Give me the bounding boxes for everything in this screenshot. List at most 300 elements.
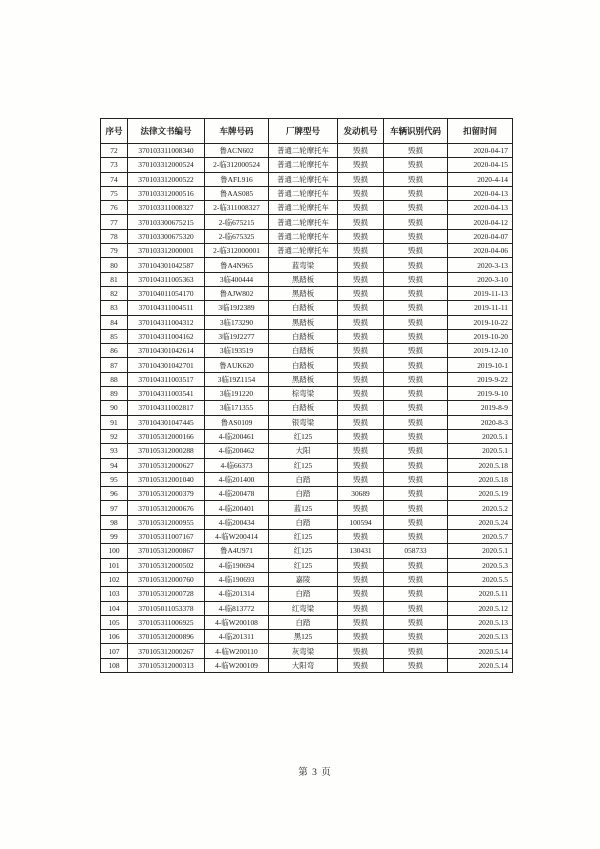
- cell-brand-model: 黑踏板: [269, 272, 338, 286]
- cell-doc-number: 370104311003517: [128, 372, 205, 386]
- cell-plate-number: 3临19Z1154: [205, 372, 269, 386]
- cell-plate-number: 3临173290: [205, 315, 269, 329]
- cell-doc-number: 370104311005363: [128, 272, 205, 286]
- cell-doc-number: 370103300675215: [128, 215, 205, 229]
- cell-detention-time: 2020-04-13: [448, 186, 513, 200]
- cell-detention-time: 2020.5.18: [448, 472, 513, 486]
- cell-engine-number: 毁损: [338, 601, 384, 615]
- cell-plate-number: 2-临311008327: [205, 201, 269, 215]
- cell-seq: 74: [101, 172, 128, 186]
- cell-detention-time: 2020-04-17: [448, 144, 513, 158]
- cell-plate-number: 4-临W200414: [205, 530, 269, 544]
- cell-detention-time: 2020-04-12: [448, 215, 513, 229]
- table-row: [101, 301, 513, 315]
- cell-vin: 毁损: [384, 429, 448, 443]
- cell-brand-model: 白踏: [269, 487, 338, 501]
- cell-vin: 毁损: [384, 272, 448, 286]
- table-row: [101, 401, 513, 415]
- cell-brand-model: 普通二轮摩托车: [269, 158, 338, 172]
- cell-brand-model: 普通二轮摩托车: [269, 186, 338, 200]
- cell-vin: 毁损: [384, 186, 448, 200]
- table-row: [101, 286, 513, 300]
- cell-plate-number: 3临171355: [205, 401, 269, 415]
- table-row: [101, 458, 513, 472]
- cell-doc-number: 370105312000627: [128, 458, 205, 472]
- cell-plate-number: 4-临200462: [205, 444, 269, 458]
- cell-plate-number: 鲁AJW802: [205, 286, 269, 300]
- table-row: [101, 630, 513, 644]
- cell-doc-number: 370105312000267: [128, 644, 205, 658]
- cell-engine-number: 100594: [338, 515, 384, 529]
- cell-brand-model: 白踏板: [269, 358, 338, 372]
- cell-vin: 毁损: [384, 530, 448, 544]
- cell-seq: 89: [101, 387, 128, 401]
- cell-seq: 86: [101, 344, 128, 358]
- cell-detention-time: 2020.5.14: [448, 658, 513, 672]
- cell-doc-number: 370105311006925: [128, 615, 205, 629]
- cell-detention-time: 2020.5.24: [448, 515, 513, 529]
- cell-plate-number: 4-临W200109: [205, 658, 269, 672]
- cell-brand-model: 黑125: [269, 630, 338, 644]
- cell-plate-number: 2-临675215: [205, 215, 269, 229]
- cell-plate-number: 4-临200478: [205, 487, 269, 501]
- cell-engine-number: 毁损: [338, 472, 384, 486]
- cell-vin: 毁损: [384, 472, 448, 486]
- cell-brand-model: 棕弯梁: [269, 387, 338, 401]
- cell-seq: 93: [101, 444, 128, 458]
- cell-detention-time: 2020.5.19: [448, 487, 513, 501]
- cell-doc-number: 370104311003541: [128, 387, 205, 401]
- cell-vin: 毁损: [384, 172, 448, 186]
- cell-doc-number: 370105312000313: [128, 658, 205, 672]
- cell-detention-time: 2020.5.11: [448, 587, 513, 601]
- cell-plate-number: 3临193519: [205, 344, 269, 358]
- table-row: [101, 358, 513, 372]
- cell-seq: 87: [101, 358, 128, 372]
- cell-detention-time: 2019-11-11: [448, 301, 513, 315]
- cell-seq: 106: [101, 630, 128, 644]
- cell-engine-number: 毁损: [338, 415, 384, 429]
- cell-engine-number: 130431: [338, 544, 384, 558]
- cell-brand-model: 大阳: [269, 444, 338, 458]
- cell-engine-number: 毁损: [338, 258, 384, 272]
- cell-vin: 毁损: [384, 358, 448, 372]
- cell-detention-time: 2020.5.13: [448, 630, 513, 644]
- cell-seq: 101: [101, 558, 128, 572]
- cell-vin: 毁损: [384, 615, 448, 629]
- cell-seq: 82: [101, 286, 128, 300]
- table-row: [101, 501, 513, 515]
- cell-detention-time: 2020.5.1: [448, 544, 513, 558]
- cell-vin: 毁损: [384, 601, 448, 615]
- cell-vin: 毁损: [384, 458, 448, 472]
- cell-engine-number: 毁损: [338, 329, 384, 343]
- cell-doc-number: 370105312000867: [128, 544, 205, 558]
- cell-doc-number: 370105312001040: [128, 472, 205, 486]
- cell-doc-number: 370105312000502: [128, 558, 205, 572]
- cell-plate-number: 4-临200461: [205, 429, 269, 443]
- cell-brand-model: 黑踏板: [269, 372, 338, 386]
- table-row: [101, 429, 513, 443]
- cell-brand-model: 红125: [269, 558, 338, 572]
- cell-doc-number: 370104311004511: [128, 301, 205, 315]
- cell-plate-number: 2-临312000524: [205, 158, 269, 172]
- cell-plate-number: 3临191220: [205, 387, 269, 401]
- cell-doc-number: 370104301042701: [128, 358, 205, 372]
- cell-detention-time: 2019-10-1: [448, 358, 513, 372]
- cell-brand-model: 灰弯梁: [269, 644, 338, 658]
- header-brand-model: 厂牌型号: [269, 119, 338, 144]
- cell-brand-model: 红125: [269, 530, 338, 544]
- table-row: [101, 172, 513, 186]
- cell-seq: 103: [101, 587, 128, 601]
- cell-plate-number: 鲁AAS085: [205, 186, 269, 200]
- cell-vin: 毁损: [384, 258, 448, 272]
- cell-detention-time: 2020-04-15: [448, 158, 513, 172]
- cell-vin: 毁损: [384, 144, 448, 158]
- cell-detention-time: 2019-12-10: [448, 344, 513, 358]
- cell-engine-number: 毁损: [338, 344, 384, 358]
- cell-seq: 84: [101, 315, 128, 329]
- cell-brand-model: 黑踏板: [269, 286, 338, 300]
- cell-vin: 毁损: [384, 372, 448, 386]
- cell-engine-number: 毁损: [338, 658, 384, 672]
- cell-detention-time: 2019-8-9: [448, 401, 513, 415]
- cell-seq: 79: [101, 244, 128, 258]
- cell-seq: 92: [101, 429, 128, 443]
- cell-seq: 96: [101, 487, 128, 501]
- cell-vin: 毁损: [384, 387, 448, 401]
- cell-seq: 97: [101, 501, 128, 515]
- table-row: [101, 215, 513, 229]
- table-row: [101, 387, 513, 401]
- table-row: [101, 344, 513, 358]
- cell-vin: 毁损: [384, 558, 448, 572]
- cell-seq: 94: [101, 458, 128, 472]
- cell-vin: 毁损: [384, 301, 448, 315]
- cell-engine-number: 毁损: [338, 172, 384, 186]
- cell-detention-time: 2020.5.13: [448, 615, 513, 629]
- table-row: [101, 444, 513, 458]
- table-row: [101, 415, 513, 429]
- cell-detention-time: 2020.5.7: [448, 530, 513, 544]
- cell-brand-model: 银弯梁: [269, 415, 338, 429]
- cell-brand-model: 大阳弯: [269, 658, 338, 672]
- cell-engine-number: 毁损: [338, 429, 384, 443]
- cell-doc-number: 370103300675320: [128, 229, 205, 243]
- cell-vin: 毁损: [384, 644, 448, 658]
- cell-plate-number: 4-临200401: [205, 501, 269, 515]
- cell-seq: 85: [101, 329, 128, 343]
- cell-detention-time: 2020-3-13: [448, 258, 513, 272]
- cell-engine-number: 毁损: [338, 501, 384, 515]
- cell-detention-time: 2020.5.18: [448, 458, 513, 472]
- table-row: [101, 615, 513, 629]
- cell-doc-number: 370104301042587: [128, 258, 205, 272]
- cell-doc-number: 370104301047445: [128, 415, 205, 429]
- cell-plate-number: 4-临190693: [205, 572, 269, 586]
- header-doc-number: 法律文书编号: [128, 119, 205, 144]
- cell-brand-model: 黑踏板: [269, 315, 338, 329]
- table-row: [101, 272, 513, 286]
- cell-doc-number: 370104011054170: [128, 286, 205, 300]
- cell-seq: 81: [101, 272, 128, 286]
- cell-engine-number: 毁损: [338, 272, 384, 286]
- cell-plate-number: 2-临312000001: [205, 244, 269, 258]
- cell-vin: 毁损: [384, 244, 448, 258]
- table-row: [101, 315, 513, 329]
- table-row: [101, 201, 513, 215]
- cell-brand-model: 白踏: [269, 515, 338, 529]
- table-row: [101, 530, 513, 544]
- cell-seq: 73: [101, 158, 128, 172]
- cell-seq: 100: [101, 544, 128, 558]
- table-row: [101, 158, 513, 172]
- cell-brand-model: 白踏: [269, 472, 338, 486]
- cell-vin: 毁损: [384, 587, 448, 601]
- table-row: [101, 658, 513, 672]
- cell-brand-model: 普通二轮摩托车: [269, 215, 338, 229]
- cell-engine-number: 毁损: [338, 387, 384, 401]
- cell-engine-number: 毁损: [338, 144, 384, 158]
- cell-seq: 72: [101, 144, 128, 158]
- cell-vin: 毁损: [384, 286, 448, 300]
- table-row: [101, 558, 513, 572]
- table-row: [101, 572, 513, 586]
- cell-plate-number: 4-临W200108: [205, 615, 269, 629]
- cell-vin: 毁损: [384, 201, 448, 215]
- cell-seq: 107: [101, 644, 128, 658]
- cell-doc-number: 370104311004162: [128, 329, 205, 343]
- cell-detention-time: 2020.5.1: [448, 429, 513, 443]
- cell-engine-number: 毁损: [338, 201, 384, 215]
- cell-doc-number: 370105312000728: [128, 587, 205, 601]
- cell-brand-model: 红125: [269, 458, 338, 472]
- table-row: [101, 487, 513, 501]
- cell-doc-number: 370104301042614: [128, 344, 205, 358]
- cell-plate-number: 鲁AFL916: [205, 172, 269, 186]
- cell-engine-number: 毁损: [338, 630, 384, 644]
- cell-engine-number: 毁损: [338, 186, 384, 200]
- cell-plate-number: 鲁ACN602: [205, 144, 269, 158]
- table-row: [101, 644, 513, 658]
- cell-detention-time: 2019-9-10: [448, 387, 513, 401]
- cell-engine-number: 毁损: [338, 158, 384, 172]
- cell-engine-number: 毁损: [338, 315, 384, 329]
- cell-seq: 102: [101, 572, 128, 586]
- cell-doc-number: 370103311008340: [128, 144, 205, 158]
- cell-brand-model: 嘉陵: [269, 572, 338, 586]
- cell-seq: 104: [101, 601, 128, 615]
- cell-brand-model: 普通二轮摩托车: [269, 144, 338, 158]
- header-vin: 车辆识别代码: [384, 119, 448, 144]
- header-seq: 序号: [101, 119, 128, 144]
- table-header: [101, 119, 513, 144]
- cell-doc-number: 370105312000896: [128, 630, 205, 644]
- cell-engine-number: 毁损: [338, 229, 384, 243]
- cell-detention-time: 2020.5.2: [448, 501, 513, 515]
- cell-seq: 105: [101, 615, 128, 629]
- cell-doc-number: 370103312000522: [128, 172, 205, 186]
- cell-vin: 毁损: [384, 329, 448, 343]
- cell-brand-model: 红125: [269, 429, 338, 443]
- cell-seq: 98: [101, 515, 128, 529]
- cell-seq: 80: [101, 258, 128, 272]
- cell-plate-number: 4-临66373: [205, 458, 269, 472]
- cell-vin: 毁损: [384, 444, 448, 458]
- cell-vin: 毁损: [384, 158, 448, 172]
- cell-vin: 毁损: [384, 630, 448, 644]
- header-plate-number: 车牌号码: [205, 119, 269, 144]
- cell-brand-model: 普通二轮摩托车: [269, 172, 338, 186]
- cell-detention-time: 2020-04-13: [448, 201, 513, 215]
- cell-doc-number: 370105011053378: [128, 601, 205, 615]
- cell-doc-number: 370105311007167: [128, 530, 205, 544]
- cell-plate-number: 鲁AUK620: [205, 358, 269, 372]
- cell-plate-number: 2-临675325: [205, 229, 269, 243]
- cell-engine-number: 毁损: [338, 644, 384, 658]
- cell-vin: 毁损: [384, 344, 448, 358]
- cell-vin: 毁损: [384, 658, 448, 672]
- cell-seq: 76: [101, 201, 128, 215]
- cell-plate-number: 4-临190694: [205, 558, 269, 572]
- table-row: [101, 244, 513, 258]
- cell-doc-number: 370105312000379: [128, 487, 205, 501]
- cell-engine-number: 毁损: [338, 615, 384, 629]
- cell-engine-number: 毁损: [338, 286, 384, 300]
- cell-engine-number: 毁损: [338, 458, 384, 472]
- cell-detention-time: 2020-04-07: [448, 229, 513, 243]
- cell-detention-time: 2019-9-22: [448, 372, 513, 386]
- cell-plate-number: 3临19J2389: [205, 301, 269, 315]
- cell-plate-number: 4-临201314: [205, 587, 269, 601]
- cell-seq: 75: [101, 186, 128, 200]
- cell-brand-model: 白踏板: [269, 329, 338, 343]
- cell-vin: 毁损: [384, 572, 448, 586]
- cell-engine-number: 毁损: [338, 358, 384, 372]
- cell-engine-number: 毁损: [338, 572, 384, 586]
- table-row: [101, 587, 513, 601]
- cell-plate-number: 4-临201400: [205, 472, 269, 486]
- cell-vin: 毁损: [384, 501, 448, 515]
- cell-brand-model: 普通二轮摩托车: [269, 201, 338, 215]
- cell-seq: 90: [101, 401, 128, 415]
- cell-detention-time: 2020-3-10: [448, 272, 513, 286]
- cell-brand-model: 红弯梁: [269, 601, 338, 615]
- cell-seq: 91: [101, 415, 128, 429]
- cell-seq: 108: [101, 658, 128, 672]
- cell-brand-model: 普通二轮摩托车: [269, 244, 338, 258]
- cell-engine-number: 毁损: [338, 215, 384, 229]
- table-row: [101, 329, 513, 343]
- cell-seq: 95: [101, 472, 128, 486]
- cell-plate-number: 鲁A4N965: [205, 258, 269, 272]
- cell-detention-time: 2019-11-13: [448, 286, 513, 300]
- table-row: [101, 372, 513, 386]
- header-engine-number: 发动机号: [338, 119, 384, 144]
- cell-engine-number: 毁损: [338, 587, 384, 601]
- cell-vin: 毁损: [384, 401, 448, 415]
- cell-plate-number: 3临19J2277: [205, 329, 269, 343]
- cell-plate-number: 4-临W200110: [205, 644, 269, 658]
- table-row: [101, 601, 513, 615]
- cell-brand-model: 蓝弯梁: [269, 258, 338, 272]
- vehicle-records-table: [100, 118, 513, 673]
- cell-doc-number: 370105312000166: [128, 429, 205, 443]
- cell-plate-number: 鲁A4U971: [205, 544, 269, 558]
- cell-detention-time: 2019-10-20: [448, 329, 513, 343]
- cell-engine-number: 毁损: [338, 372, 384, 386]
- cell-seq: 77: [101, 215, 128, 229]
- cell-brand-model: 白踏: [269, 615, 338, 629]
- header-detention-time: 扣留时间: [448, 119, 513, 144]
- cell-vin: 毁损: [384, 229, 448, 243]
- cell-brand-model: 普通二轮摩托车: [269, 229, 338, 243]
- cell-detention-time: 2020.5.3: [448, 558, 513, 572]
- cell-engine-number: 毁损: [338, 301, 384, 315]
- table-row: [101, 229, 513, 243]
- table-row: [101, 515, 513, 529]
- cell-vin: 毁损: [384, 315, 448, 329]
- cell-doc-number: 370103312000001: [128, 244, 205, 258]
- cell-vin: 毁损: [384, 415, 448, 429]
- cell-plate-number: 4-临813772: [205, 601, 269, 615]
- cell-doc-number: 370105312000760: [128, 572, 205, 586]
- cell-detention-time: 2019-10-22: [448, 315, 513, 329]
- cell-plate-number: 鲁AS0109: [205, 415, 269, 429]
- cell-vin: 058733: [384, 544, 448, 558]
- cell-vin: 毁损: [384, 515, 448, 529]
- cell-detention-time: 2020-8-3: [448, 415, 513, 429]
- cell-detention-time: 2020-04-06: [448, 244, 513, 258]
- cell-brand-model: 白踏板: [269, 301, 338, 315]
- cell-doc-number: 370104311002817: [128, 401, 205, 415]
- cell-brand-model: 白踏板: [269, 344, 338, 358]
- cell-brand-model: 红125: [269, 544, 338, 558]
- cell-vin: 毁损: [384, 487, 448, 501]
- cell-plate-number: 4-临201311: [205, 630, 269, 644]
- cell-doc-number: 370103312000524: [128, 158, 205, 172]
- cell-engine-number: 毁损: [338, 244, 384, 258]
- cell-detention-time: 2020.5.12: [448, 601, 513, 615]
- cell-doc-number: 370105312000676: [128, 501, 205, 515]
- cell-engine-number: 毁损: [338, 444, 384, 458]
- cell-plate-number: 3临400444: [205, 272, 269, 286]
- cell-seq: 78: [101, 229, 128, 243]
- table-row: [101, 258, 513, 272]
- cell-brand-model: 白踏板: [269, 401, 338, 415]
- table-body: [101, 144, 513, 673]
- table-row: [101, 144, 513, 158]
- cell-seq: 88: [101, 372, 128, 386]
- table-row: [101, 472, 513, 486]
- cell-plate-number: 4-临200434: [205, 515, 269, 529]
- cell-doc-number: 370105312000955: [128, 515, 205, 529]
- cell-doc-number: 370104311004312: [128, 315, 205, 329]
- cell-engine-number: 30689: [338, 487, 384, 501]
- cell-engine-number: 毁损: [338, 558, 384, 572]
- cell-doc-number: 370105312000288: [128, 444, 205, 458]
- cell-detention-time: 2020.5.14: [448, 644, 513, 658]
- cell-seq: 99: [101, 530, 128, 544]
- cell-doc-number: 370103311008327: [128, 201, 205, 215]
- cell-brand-model: 蓝125: [269, 501, 338, 515]
- cell-seq: 83: [101, 301, 128, 315]
- header-row: [101, 119, 513, 144]
- cell-brand-model: 白踏: [269, 587, 338, 601]
- cell-vin: 毁损: [384, 215, 448, 229]
- cell-detention-time: 2020.5.5: [448, 572, 513, 586]
